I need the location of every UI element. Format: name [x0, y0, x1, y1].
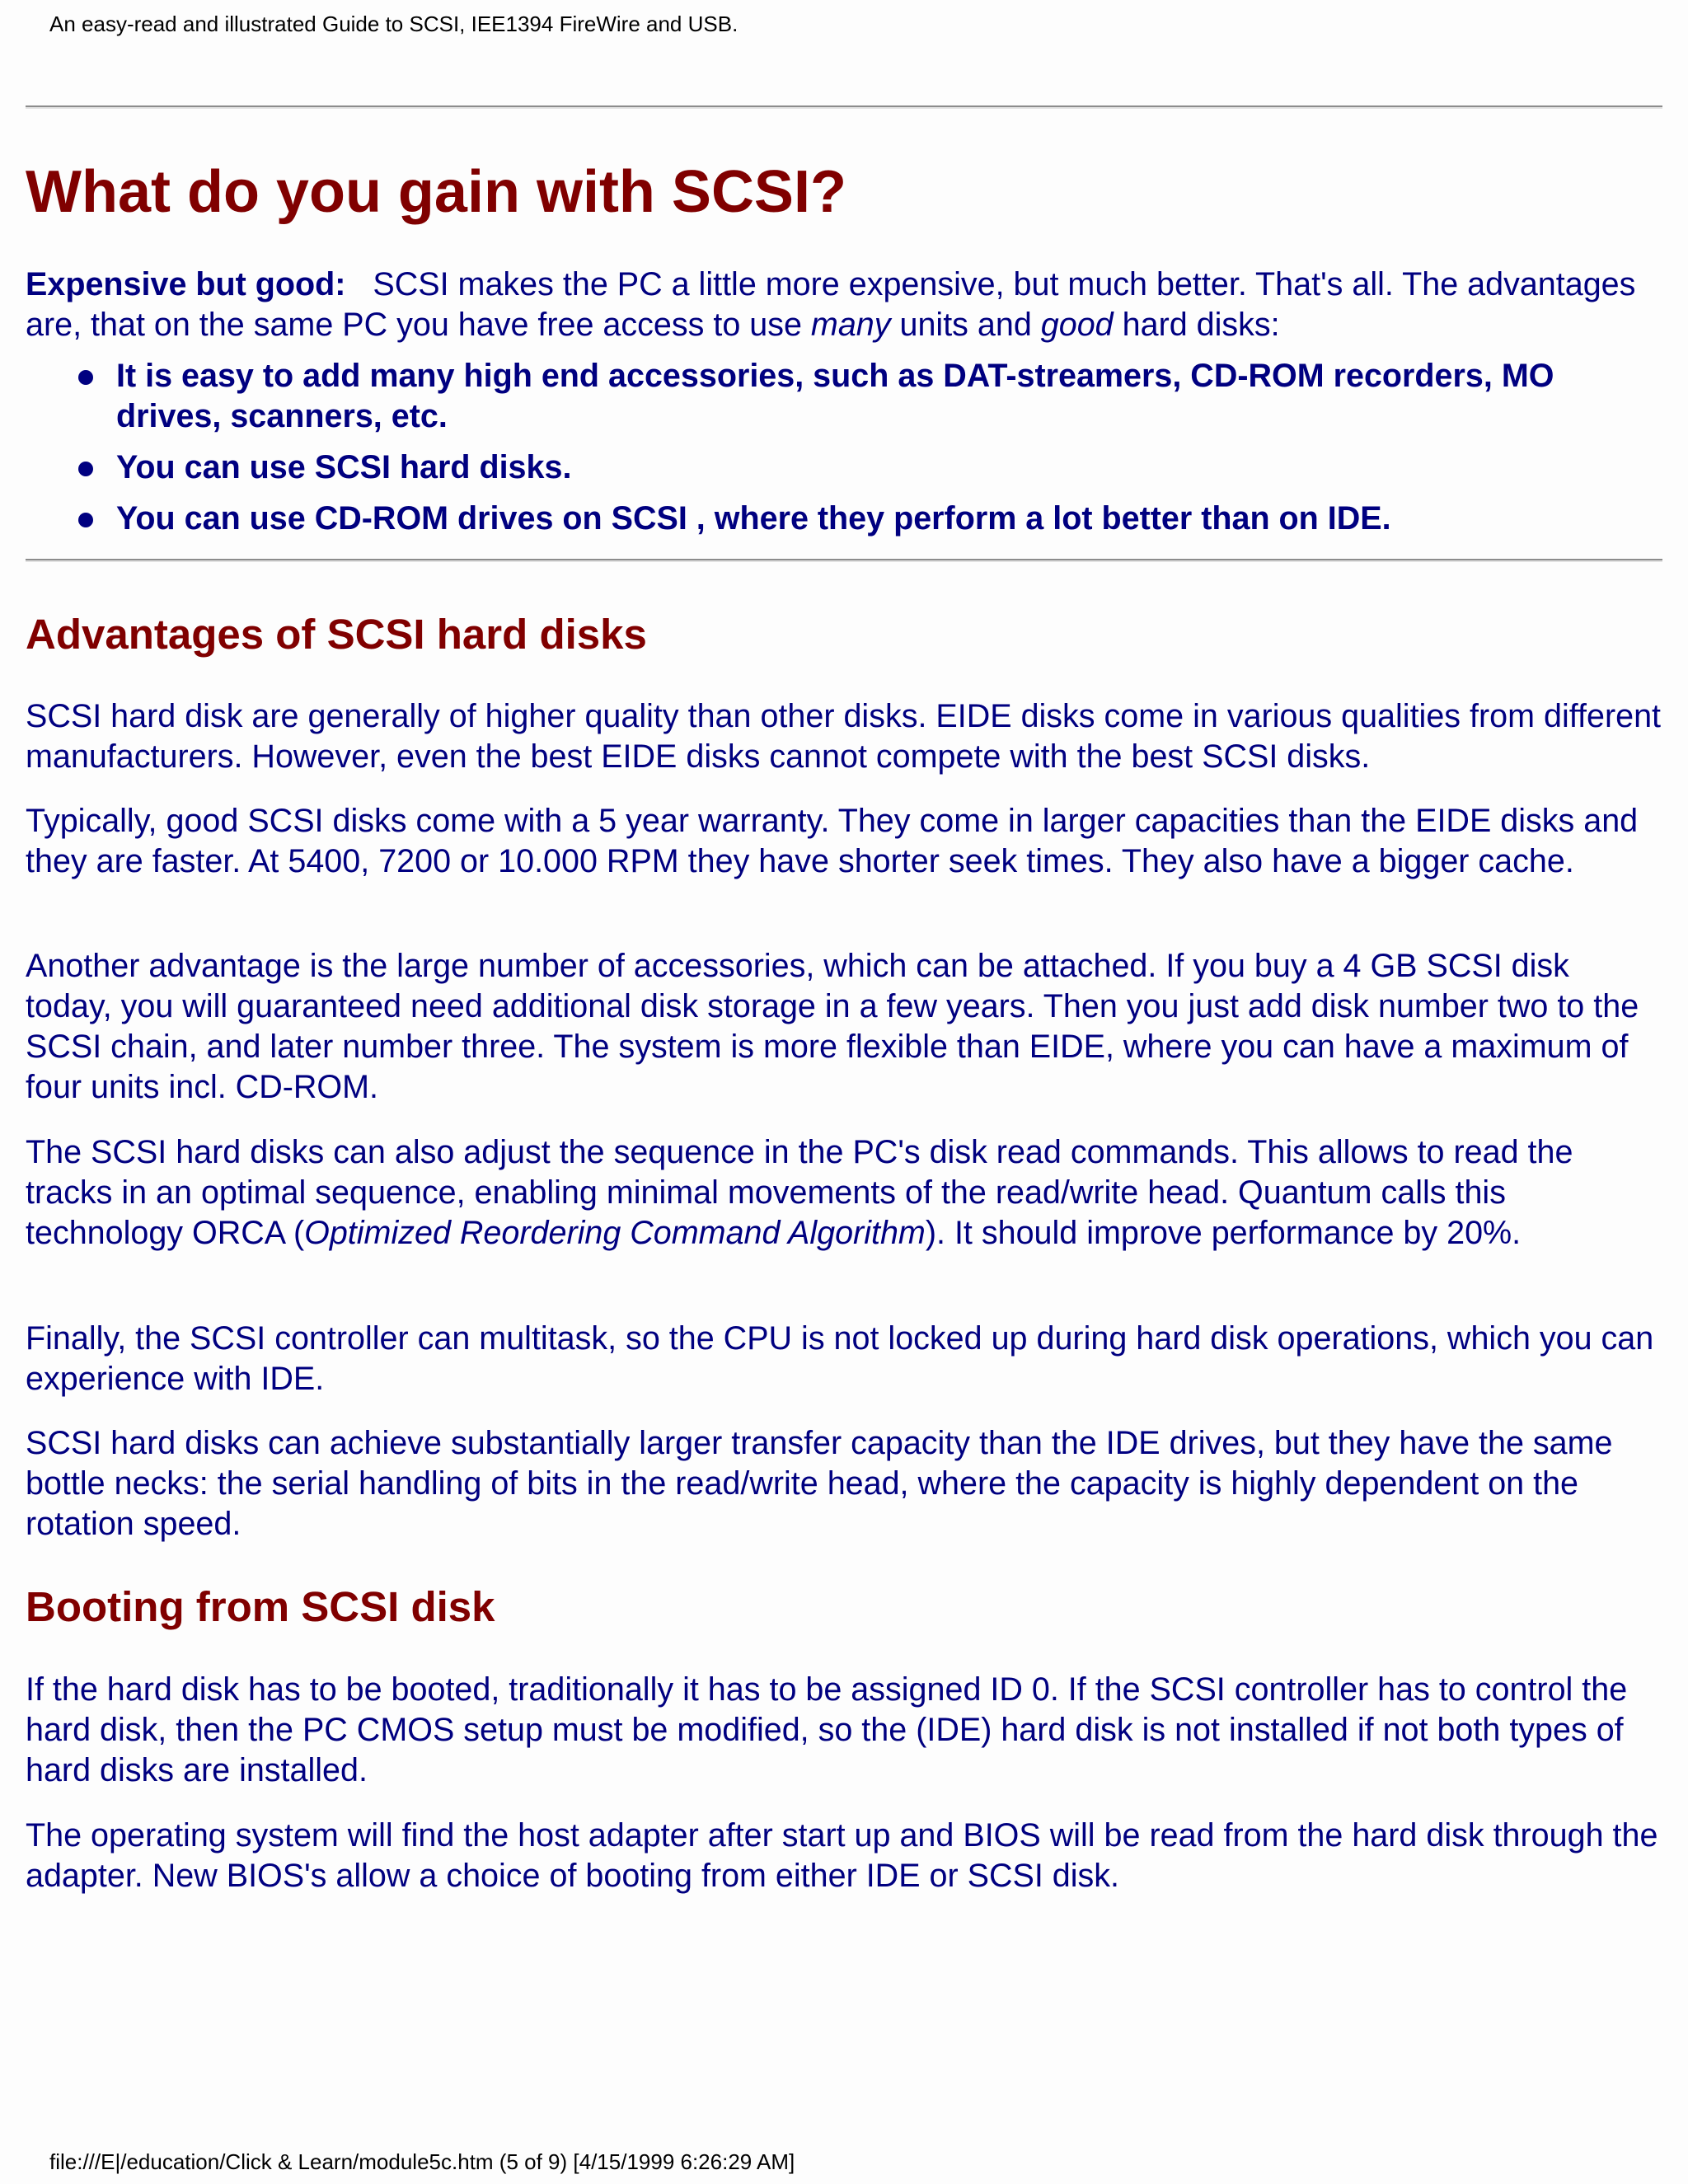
- booting-paragraph-1: If the hard disk has to be booted, traditionally it has to be assigned ID 0. If the SCSI controller has to control the hard disk, then the PC CMOS setup must be modified, so the (IDE) hard disk is not installed if not both types of hard disks are installed.: [26, 1671, 1628, 1788]
- page-title: What do you gain with SCSI?: [26, 159, 846, 225]
- bullet-dot-icon: [78, 462, 93, 476]
- intro-text-1: SCSI makes the PC a little more expensive, but much better. That's all. The advantages are, that on the same PC you have free access to use: [26, 266, 1636, 343]
- bullet-text: It is easy to add many high end accessories, such as DAT-streamers, CD-ROM recorders, MO drives, scanners, etc.: [116, 358, 1554, 434]
- bullet-item: [26, 448, 1662, 488]
- advantages-paragraph-6: SCSI hard disks can achieve substantially larger transfer capacity than the IDE drives, but they have the same bottle necks: the serial handling of bits in the read/write head, where the capacity is highly dependent on the rotation speed.: [26, 1425, 1613, 1542]
- print-header: An easy-read and illustrated Guide to SCSI, IEE1394 FireWire and USB.: [49, 12, 738, 36]
- advantages-bullet-list: [26, 356, 1662, 550]
- bullet-text: You can use CD-ROM drives on SCSI , where they perform a lot better than on IDE.: [116, 500, 1391, 537]
- top-divider: [26, 105, 1662, 109]
- print-footer: file:///E|/education/Click & Learn/module5c.htm (5 of 9) [4/15/1999 6:26:29 AM]: [49, 2149, 795, 2174]
- bullet-item: [26, 356, 1662, 437]
- orca-expansion: Optimized Reordering Command Algorithm: [304, 1215, 926, 1251]
- intro-emphasis-good: good: [1040, 307, 1114, 343]
- intro-text-2: units and: [890, 307, 1041, 343]
- intro-text-3: hard disks:: [1113, 307, 1280, 343]
- advantages-paragraph-1: SCSI hard disk are generally of higher quality than other disks. EIDE disks come in various qualities from different manufacturers. However, even the best EIDE disks cannot compete with the best SCSI disks.: [26, 698, 1662, 775]
- bullet-dot-icon: [78, 370, 93, 385]
- booting-paragraph-2: The operating system will find the host adapter after start up and BIOS will be read from the hard disk through the adapter. New BIOS's allow a choice of booting from either IDE or SCSI disk.: [26, 1817, 1658, 1894]
- advantages-paragraph-2: Typically, good SCSI disks come with a 5 year warranty. They come in larger capacities than the EIDE disks and they are faster. At 5400, 7200 or 10.000 RPM they have shorter seek times. They also have a bigger cache.: [26, 803, 1639, 879]
- advantages-paragraph-5: Finally, the SCSI controller can multitask, so the CPU is not locked up during hard disk operations, which you can experience with IDE.: [26, 1320, 1654, 1397]
- bullet-item: [26, 499, 1662, 539]
- booting-heading: Booting from SCSI disk: [26, 1583, 495, 1630]
- section-divider: [26, 559, 1662, 562]
- orca-text-start: The SCSI hard disks can also adjust the sequence in the PC's disk read commands. This allows to read the tracks in an optimal sequence, enabling minimal movements of the read/write head. Quantum calls this technology ORCA (: [26, 1134, 1573, 1251]
- orca-text-end: ). It should improve performance by 20%.: [925, 1215, 1522, 1251]
- bullet-text: You can use SCSI hard disks.: [116, 449, 572, 485]
- intro-emphasis-many: many: [810, 307, 891, 343]
- intro-lead: Expensive but good:: [26, 266, 346, 302]
- advantages-heading: Advantages of SCSI hard disks: [26, 611, 647, 658]
- intro-paragraph: [26, 265, 1662, 345]
- bullet-dot-icon: [78, 513, 93, 527]
- advantages-paragraph-4: [26, 1132, 1662, 1254]
- advantages-paragraph-3: Another advantage is the large number of accessories, which can be attached. If you buy a 4 GB SCSI disk today, you will guaranteed need additional disk storage in a few years. Then you just add disk number two to the SCSI chain, and later number three. The system is more flexible than EIDE, where you can have a maximum of four units incl. CD-ROM.: [26, 948, 1639, 1105]
